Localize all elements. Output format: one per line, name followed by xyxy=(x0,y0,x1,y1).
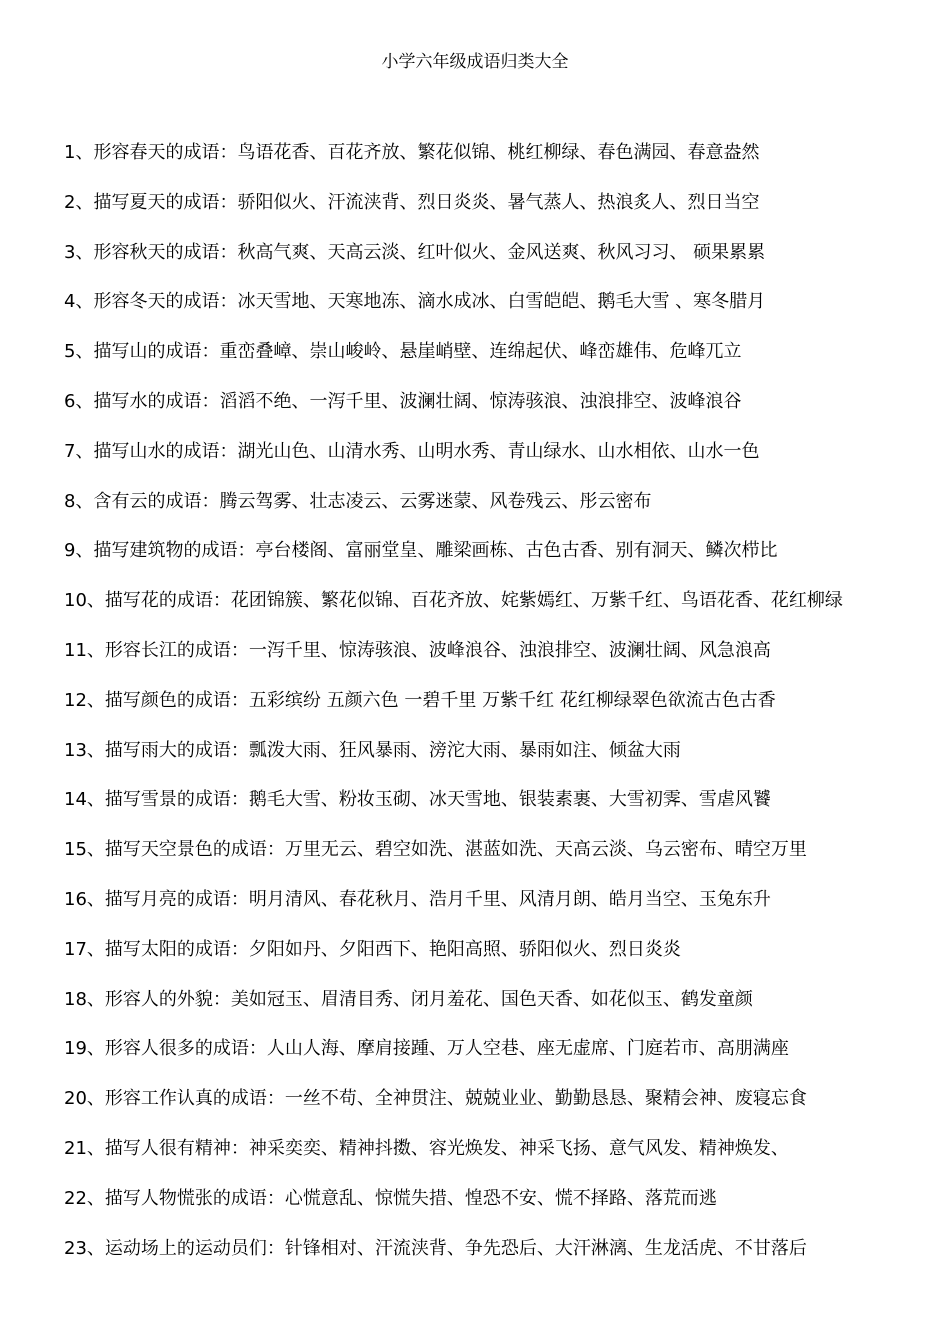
list-item: 12、描写颜色的成语：五彩缤纷 五颜六色 一碧千里 万紫千红 花红柳绿翠色欲流古色古香 xyxy=(64,689,776,711)
list-item: 6、描写水的成语：滔滔不绝、一泻千里、波澜壮阔、惊涛骇浪、浊浪排空、波峰浪谷 xyxy=(64,390,742,412)
document-title: 小学六年级成语归类大全 xyxy=(381,52,569,72)
list-item: 9、描写建筑物的成语：亭台楼阁、富丽堂皇、雕梁画栋、古色古香、别有洞天、鳞次栉比 xyxy=(64,540,778,562)
list-item: 13、描写雨大的成语：瓢泼大雨、狂风暴雨、滂沱大雨、暴雨如注、倾盆大雨 xyxy=(64,739,681,761)
list-item: 14、描写雪景的成语：鹅毛大雪、粉妆玉砌、冰天雪地、银装素裹、大雪初霁、雪虐风饕 xyxy=(64,789,771,811)
list-item: 15、描写天空景色的成语：万里无云、碧空如洗、湛蓝如洗、天高云淡、乌云密布、晴空万里 xyxy=(64,839,807,861)
list-item: 20、形容工作认真的成语：一丝不苟、全神贯注、兢兢业业、勤勤恳恳、聚精会神、废寝忘食 xyxy=(64,1088,807,1110)
list-item: 4、形容冬天的成语：冰天雪地、天寒地冻、滴水成冰、白雪皑皑、鹅毛大雪 、寒冬腊月 xyxy=(64,291,766,313)
list-item: 17、描写太阳的成语：夕阳如丹、夕阳西下、艳阳高照、骄阳似火、烈日炎炎 xyxy=(64,938,681,960)
list-item: 5、描写山的成语：重峦叠嶂、崇山峻岭、悬崖峭壁、连绵起伏、峰峦雄伟、危峰兀立 xyxy=(64,341,742,363)
list-item: 2、描写夏天的成语：骄阳似火、汗流浃背、烈日炎炎、暑气蒸人、热浪炙人、烈日当空 xyxy=(64,191,760,213)
list-item: 21、描写人很有精神：神采奕奕、精神抖擞、容光焕发、神采飞扬、意气风发、精神焕发、 xyxy=(64,1137,789,1159)
list-item: 7、描写山水的成语：湖光山色、山清水秀、山明水秀、青山绿水、山水相依、山水一色 xyxy=(64,440,760,462)
list-item: 10、描写花的成语：花团锦簇、繁花似锦、百花齐放、姹紫嫣红、万紫千红、鸟语花香、花红柳绿 xyxy=(64,590,843,612)
list-item: 16、描写月亮的成语：明月清风、春花秋月、浩月千里、风清月朗、皓月当空、玉兔东升 xyxy=(64,888,771,910)
list-item: 18、形容人的外貌：美如冠玉、眉清目秀、闭月羞花、国色天香、如花似玉、鹤发童颜 xyxy=(64,988,753,1010)
idiom-list xyxy=(64,140,944,1285)
list-item: 23、运动场上的运动员们：针锋相对、汗流浃背、争先恐后、大汗淋漓、生龙活虎、不甘落后 xyxy=(64,1237,807,1259)
list-item: 19、形容人很多的成语：人山人海、摩肩接踵、万人空巷、座无虚席、门庭若市、高朋满座 xyxy=(64,1038,789,1060)
list-item: 3、形容秋天的成语：秋高气爽、天高云淡、红叶似火、金风送爽、秋风习习、 硕果累累 xyxy=(64,241,766,263)
list-item: 11、形容长江的成语：一泻千里、惊涛骇浪、波峰浪谷、浊浪排空、波澜壮阔、风急浪高 xyxy=(64,639,771,661)
list-item: 1、形容春天的成语：鸟语花香、百花齐放、繁花似锦、桃红柳绿、春色满园、春意盎然 xyxy=(64,142,760,163)
list-item: 22、描写人物慌张的成语：心慌意乱、惊慌失措、惶恐不安、慌不择路、落荒而逃 xyxy=(64,1187,717,1209)
list-item: 8、含有云的成语：腾云驾雾、壮志凌云、云雾迷蒙、风卷残云、彤云密布 xyxy=(64,490,652,512)
